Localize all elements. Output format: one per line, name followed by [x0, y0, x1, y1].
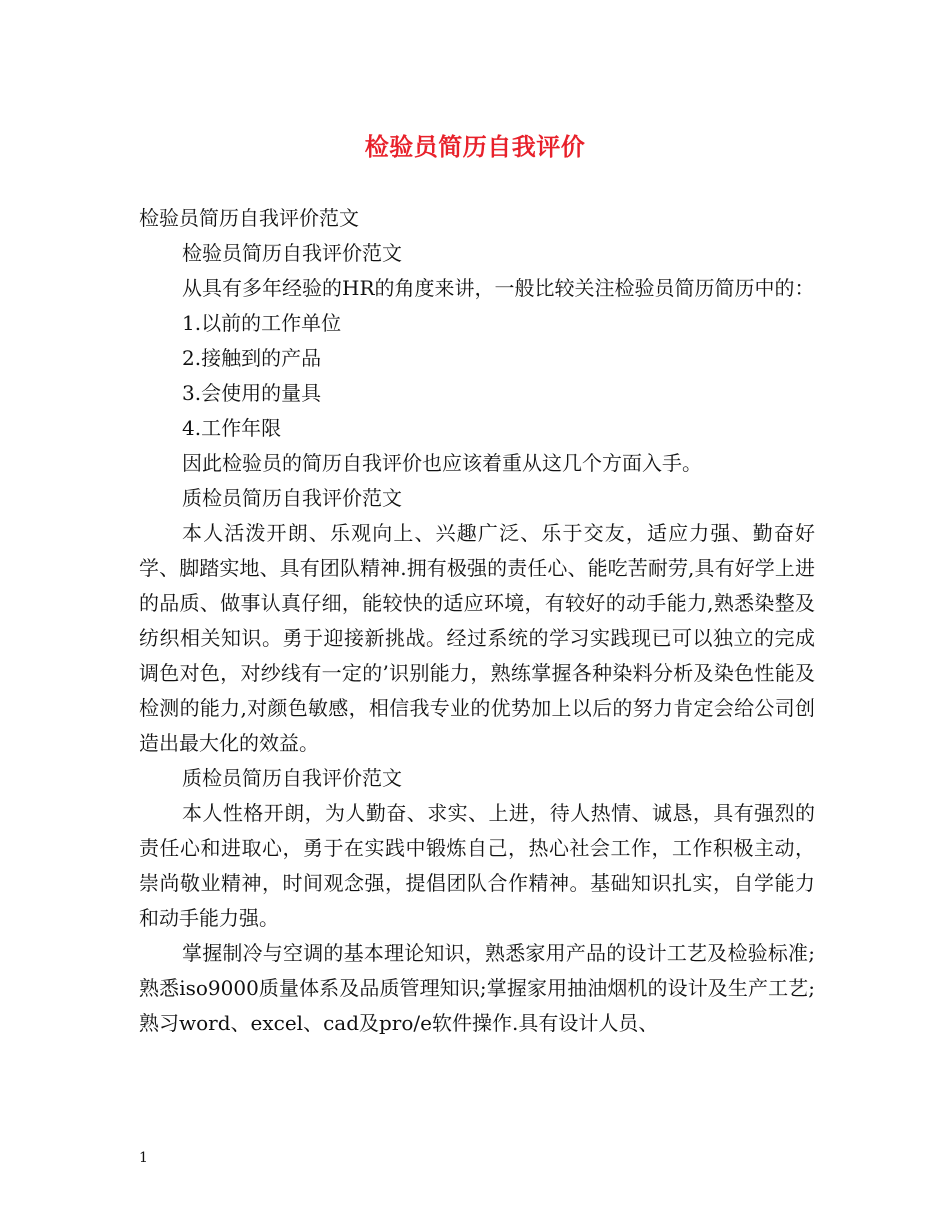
- paragraph-subheading: 检验员简历自我评价范文: [182, 241, 402, 265]
- page-number: 1: [139, 1150, 148, 1166]
- document-body: [139, 201, 815, 1041]
- paragraph-body: 掌握制冷与空调的基本理论知识，熟悉家用产品的设计工艺及检验标准;熟悉iso9000质量体系及品质管理知识;掌握家用抽油烟机的设计及生产工艺;熟习word、excel、cad及pro/e软件操作.具有设计人员、: [139, 941, 815, 1035]
- paragraph-subheading: 质检员简历自我评价范文: [182, 766, 402, 790]
- document-title: 检验员简历自我评价: [364, 133, 586, 161]
- section-heading: 检验员简历自我评价范文: [139, 206, 359, 230]
- list-item: 2.接触到的产品: [182, 346, 322, 370]
- paragraph-body: 本人活泼开朗、乐观向上、兴趣广泛、乐于交友，适应力强、勤奋好学、脚踏实地、具有团队精神.拥有极强的责任心、能吃苦耐劳,具有好学上进的品质、做事认真仔细，能较快的适应环境，有较好的动手能力,熟悉染整及纺织相关知识。勇于迎接新挑战。经过系统的学习实践现已可以独立的完成调色对色，对纱线有一定的’识别能力，熟练掌握各种染料分析及染色性能及检测的能力,对颜色敏感，相信我专业的优势加上以后的努力肯定会给公司创造出最大化的效益。: [139, 521, 815, 755]
- list-item: 1.以前的工作单位: [182, 311, 342, 335]
- list-item: 3.会使用的量具: [182, 381, 322, 405]
- paragraph-body: 本人性格开朗，为人勤奋、求实、上进，待人热情、诚恳，具有强烈的责任心和进取心，勇于在实践中锻炼自己，热心社会工作，工作积极主动，崇尚敬业精神，时间观念强，提倡团队合作精神。基础知识扎实，自学能力和动手能力强。: [139, 801, 815, 930]
- paragraph-subheading: 质检员简历自我评价范文: [182, 486, 402, 510]
- list-item: 4.工作年限: [182, 416, 282, 440]
- paragraph-conclusion: 因此检验员的简历自我评价也应该着重从这几个方面入手。: [182, 451, 702, 475]
- paragraph-intro: 从具有多年经验的HR的角度来讲，一般比较关注检验员简历简历中的：: [182, 276, 815, 300]
